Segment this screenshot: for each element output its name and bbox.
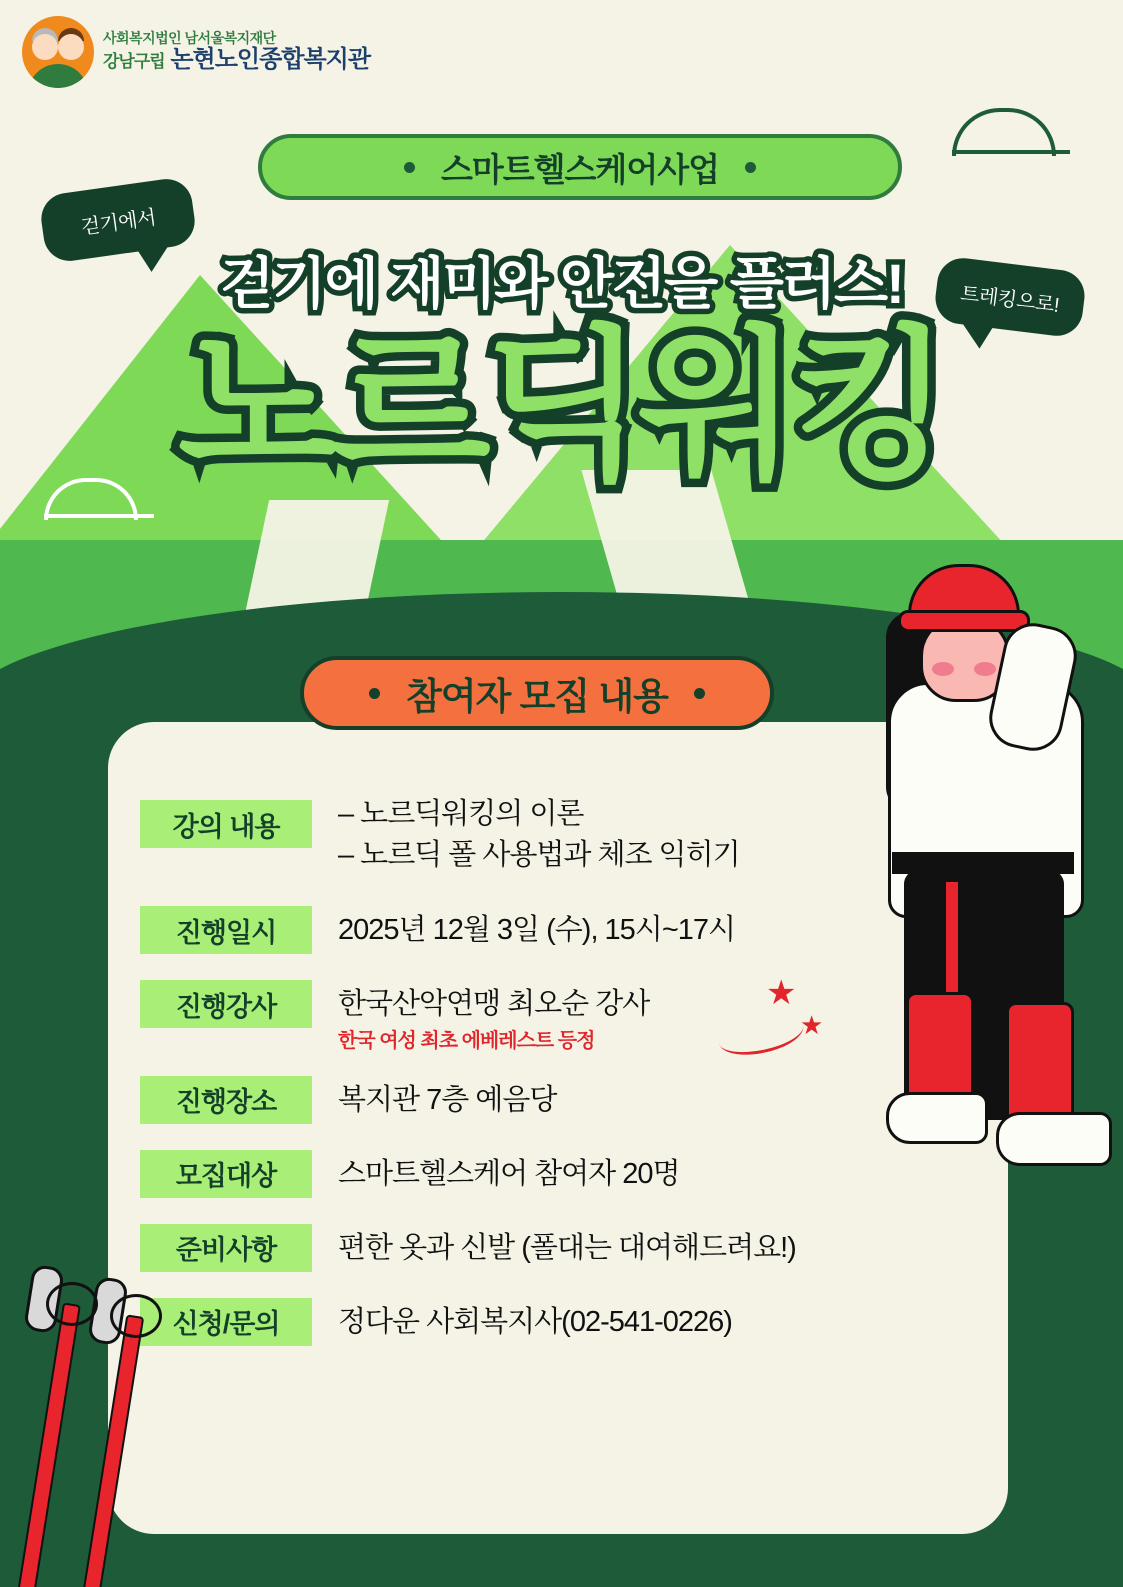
tagline: 걷기에 재미와 안전을 플러스!	[220, 252, 903, 315]
info-row-label: 진행장소	[140, 1076, 312, 1124]
info-row-label: 준비사항	[140, 1224, 312, 1272]
info-row	[140, 1224, 940, 1278]
recruit-heading-pill	[300, 656, 774, 730]
info-row	[140, 1076, 940, 1130]
cloud-line	[952, 150, 1070, 154]
info-row-value-line2: – 노르딕 폴 사용법과 체조 익히기	[338, 839, 740, 872]
info-row-value: 2025년 12월 3일 (수), 15시~17시	[338, 914, 736, 946]
info-row	[140, 790, 940, 886]
info-row	[140, 974, 940, 1056]
info-row-label: 신청/문의	[140, 1298, 312, 1346]
program-label-pill	[258, 134, 902, 200]
info-row-label: 강의 내용	[140, 800, 312, 848]
info-row-value: 정다운 사회복지사(02-541-0226)	[338, 1305, 732, 1338]
trekking-poles-illustration	[0, 1258, 230, 1587]
speech-bubble-left-text: 걷기에서	[79, 206, 158, 239]
recruit-heading-text: 참여자 모집 내용	[406, 676, 668, 717]
info-row-value-main: 한국산악연맹 최오순 강사	[338, 988, 650, 1020]
speech-bubble-right-text: 트레킹으로!	[959, 282, 1061, 317]
dot-icon	[694, 688, 705, 699]
foundation-name: 사회복지법인 남서울복지재단	[103, 30, 276, 47]
info-row-value: 복지관 7층 예음당	[338, 1083, 557, 1116]
swoosh-line	[715, 1007, 807, 1061]
poster-title: 노르딕워킹	[178, 314, 945, 498]
dot-icon	[369, 688, 380, 699]
info-row	[140, 906, 940, 960]
info-row-label: 진행강사	[140, 980, 312, 1028]
center-prefix: 강남구립	[103, 52, 165, 72]
star-icon: ★	[800, 1010, 824, 1040]
info-row-value	[338, 980, 649, 1056]
info-row-label: 모집대상	[140, 1150, 312, 1198]
star-icon: ★	[766, 974, 797, 1012]
info-row-label: 진행일시	[140, 906, 312, 954]
info-row-value: 편한 옷과 신발 (폴대는 대여해드려요!)	[338, 1231, 796, 1264]
organization-logo	[22, 16, 370, 88]
dot-icon	[404, 162, 415, 173]
info-row-value-line1: – 노르딕워킹의 이론	[338, 798, 584, 830]
info-row-value: 스마트헬스케어 참여자 20명	[338, 1157, 680, 1190]
program-label-text: 스마트헬스케어사업	[441, 150, 719, 188]
elderly-couple-logo-icon	[22, 16, 94, 88]
cloud-line	[44, 514, 154, 518]
info-row	[140, 1150, 940, 1204]
info-row-value-note: 한국 여성 최초 에베레스트 등정	[338, 1030, 595, 1053]
info-row-value	[338, 790, 740, 876]
center-name: 논현노인종합복지관	[170, 46, 371, 74]
info-row	[140, 1298, 940, 1352]
dot-icon	[745, 162, 756, 173]
recruit-info-rows	[140, 790, 940, 1372]
